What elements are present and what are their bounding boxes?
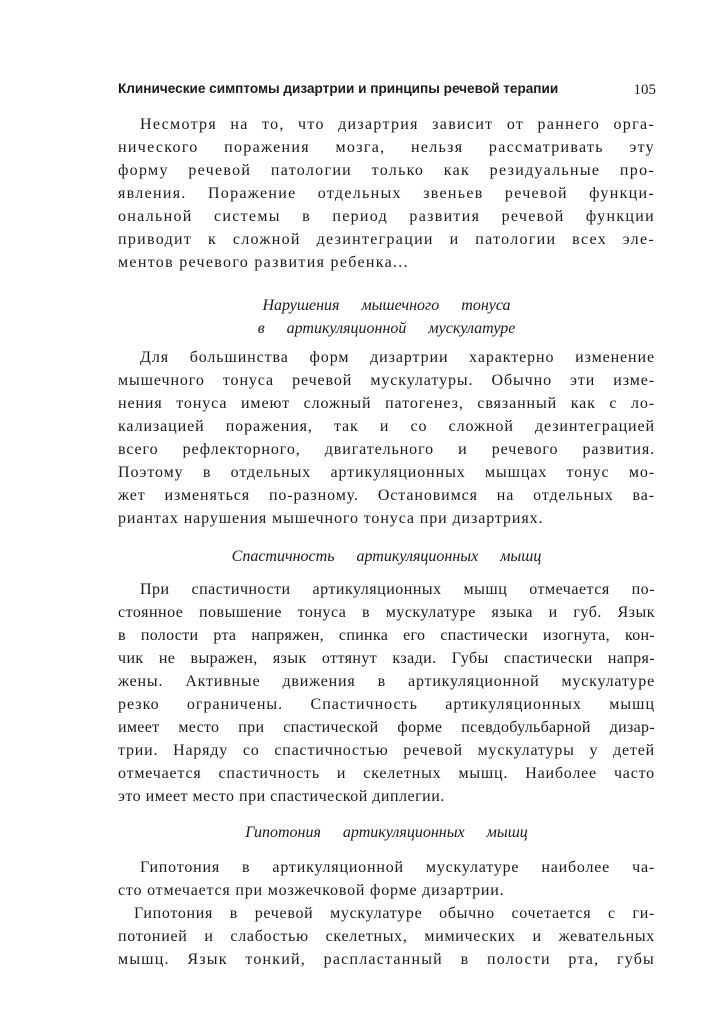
text-line: потонией и слабостью скелетных, мимических и жевательных <box>118 928 655 945</box>
text-line: сто отмечается при мозжечковой форме дизартрии. <box>118 882 505 899</box>
text-line: стоянное повышение тонуса в мускулатуре языка и губ. Язык <box>118 604 655 621</box>
text-line: Гипотония в речевой мускулатуре обычно сочетается с ги- <box>134 905 655 922</box>
text-line: имеет место при спастической форме псевдобульбарной дизар- <box>118 719 655 736</box>
section-heading-muscle-tone: Нарушения мышечного тонуса <box>262 297 511 314</box>
section-heading-muscle-tone-line2: в артикуляционной мускулатуре <box>257 320 516 337</box>
text-line: чик не выражен, язык оттянут кзади. Губы спастически напря- <box>118 650 655 667</box>
text-line: жет изменяться по-разному. Остановимся на отдельных ва- <box>118 487 655 504</box>
text-line: Гипотония в артикуляционной мускулатуре наиболее ча- <box>140 859 655 876</box>
text-line: резко ограничены. Спастичность артикуляционных мышц <box>118 696 655 713</box>
text-line: форму речевой патологии только как резидуальные про- <box>118 162 655 179</box>
text-line: жены. Активные движения в артикуляционной мускулатуре <box>118 673 655 690</box>
text-line: Поэтому в отдельных артикуляционных мышцах тонус мо- <box>118 464 655 481</box>
text-line: приводит к сложной дезинтеграции и патологии всех эле- <box>118 231 655 248</box>
text-line: риантах нарушения мышечного тонуса при дизартриях. <box>118 510 544 527</box>
text-line: Для большинства форм дизартрии характерно изменение <box>140 349 655 366</box>
text-line: нического поражения мозга, нельзя рассматривать эту <box>118 139 655 156</box>
paragraph-muscle-tone <box>118 346 655 530</box>
text-line: нения тонуса имеют сложный патогенез, связанный как с ло- <box>118 395 655 412</box>
paragraph-hypotonia-2 <box>118 902 655 971</box>
text-line: мышечного тонуса речевой мускулатуры. Обычно эти изме- <box>118 372 655 389</box>
text-line: это имеет место при спастической диплегии. <box>118 788 445 805</box>
text-line: отмечается спастичность и скелетных мышц. Наиболее часто <box>118 765 655 782</box>
paragraph-spasticity <box>118 578 655 808</box>
text-line: трии. Наряду со спастичностью речевой мускулатуры у детей <box>118 742 655 759</box>
text-line: При спастичности артикуляционных мышц отмечается по- <box>140 581 655 598</box>
paragraph-hypotonia-1 <box>118 856 655 902</box>
paragraph-intro <box>118 113 655 274</box>
section-heading-hypotonia: Гипотония артикуляционных мышц <box>245 824 528 841</box>
text-line: мышц. Язык тонкий, распластанный в полости рта, губы <box>118 951 655 968</box>
text-line: ментов речевого развития ребенка... <box>118 254 409 271</box>
text-line: Несмотря на то, что дизартрия зависит от раннего орга- <box>140 116 655 133</box>
section-heading-spasticity: Спастичность артикуляционных мышц <box>231 548 542 565</box>
running-title: Клинические симптомы дизартрии и принципы речевой терапии <box>118 81 559 96</box>
text-line: явления. Поражение отдельных звеньев речевой функци- <box>118 185 655 202</box>
text-line: ональной системы в период развития речевой функции <box>118 208 655 225</box>
running-header <box>118 81 658 99</box>
page-number: 105 <box>633 82 656 98</box>
text-line: кализацией поражения, так и со сложной дезинтеграцией <box>118 418 655 435</box>
text-line: в полости рта напряжен, спинка его спастически изогнута, кон- <box>118 627 655 644</box>
text-line: всего рефлекторного, двигательного и речевого развития. <box>118 441 655 458</box>
